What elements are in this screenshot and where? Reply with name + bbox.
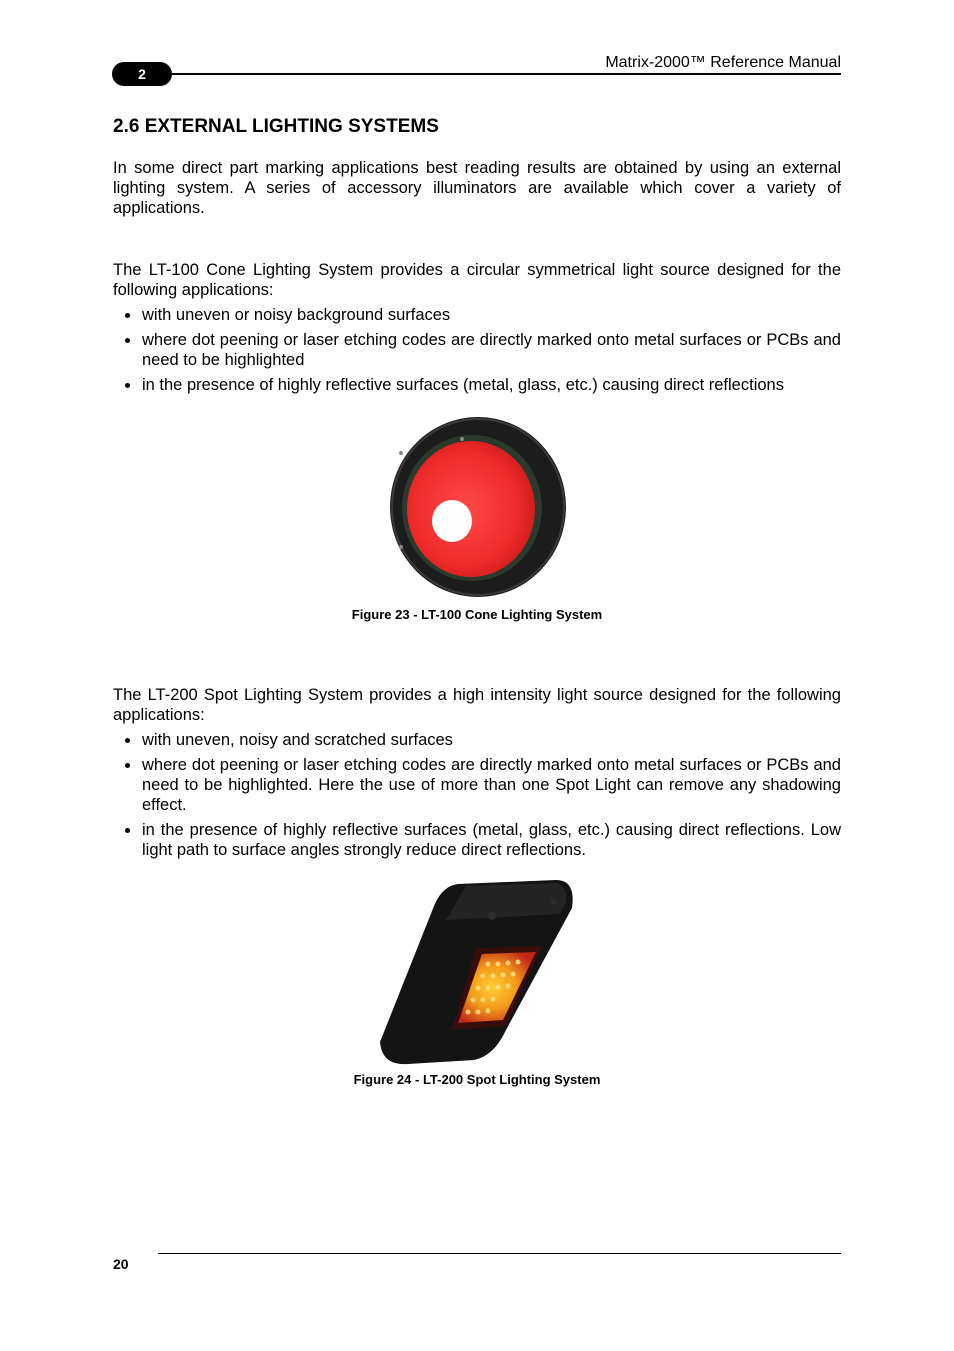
lt200-intro-paragraph: The LT-200 Spot Lighting System provides a high intensity light source designed for the following applications: xyxy=(113,686,841,724)
figure-24-caption: Figure 24 - LT-200 Spot Lighting System xyxy=(353,1072,601,1087)
intro-paragraph: In some direct part marking applications best reading results are obtained by using an external lighting system. A series of accessory illuminators are available which cover a variety of applications. xyxy=(113,159,841,217)
figure-23-caption: Figure 23 - LT-100 Cone Lighting System xyxy=(351,607,603,622)
bullet-icon xyxy=(125,828,130,833)
list-item xyxy=(113,820,841,860)
list-item xyxy=(113,730,841,750)
list-item xyxy=(113,375,841,395)
chapter-badge: 2 xyxy=(112,62,172,86)
lt100-intro-paragraph: The LT-100 Cone Lighting System provides a circular symmetrical light source designed for the following applications: xyxy=(113,261,841,299)
list-item xyxy=(113,305,841,325)
bullet-icon xyxy=(125,738,130,743)
lt200-application-list xyxy=(113,730,841,865)
bullet-icon xyxy=(125,383,130,388)
list-item-text: in the presence of highly reflective surfaces (metal, glass, etc.) causing direct reflections xyxy=(142,376,784,394)
lt200-spot-light-image xyxy=(376,880,578,1066)
lt100-cone-light-image xyxy=(388,415,568,600)
header-rule xyxy=(158,73,841,75)
lt100-application-list xyxy=(113,305,841,400)
bullet-icon xyxy=(125,763,130,768)
list-item xyxy=(113,755,841,815)
footer-rule xyxy=(158,1253,841,1254)
manual-title: Matrix-2000™ Reference Manual xyxy=(605,54,841,71)
list-item-text: where dot peening or laser etching codes are directly marked onto metal surfaces or PCBs and need to be highlighted. Here the use of more than one Spot Light can remove any shadowing effect. xyxy=(142,756,841,814)
bullet-icon xyxy=(125,313,130,318)
section-heading: 2.6 EXTERNAL LIGHTING SYSTEMS xyxy=(113,116,439,137)
list-item xyxy=(113,330,841,370)
list-item-text: with uneven or noisy background surfaces xyxy=(142,306,451,324)
page-number: 20 xyxy=(113,1256,129,1272)
list-item-text: in the presence of highly reflective surfaces (metal, glass, etc.) causing direct reflections. Low light path to surface angles strongly reduce direct reflections. xyxy=(142,821,841,859)
list-item-text: with uneven, noisy and scratched surfaces xyxy=(142,731,453,749)
bullet-icon xyxy=(125,338,130,343)
list-item-text: where dot peening or laser etching codes are directly marked onto metal surfaces or PCBs and need to be highlighted xyxy=(142,331,841,369)
